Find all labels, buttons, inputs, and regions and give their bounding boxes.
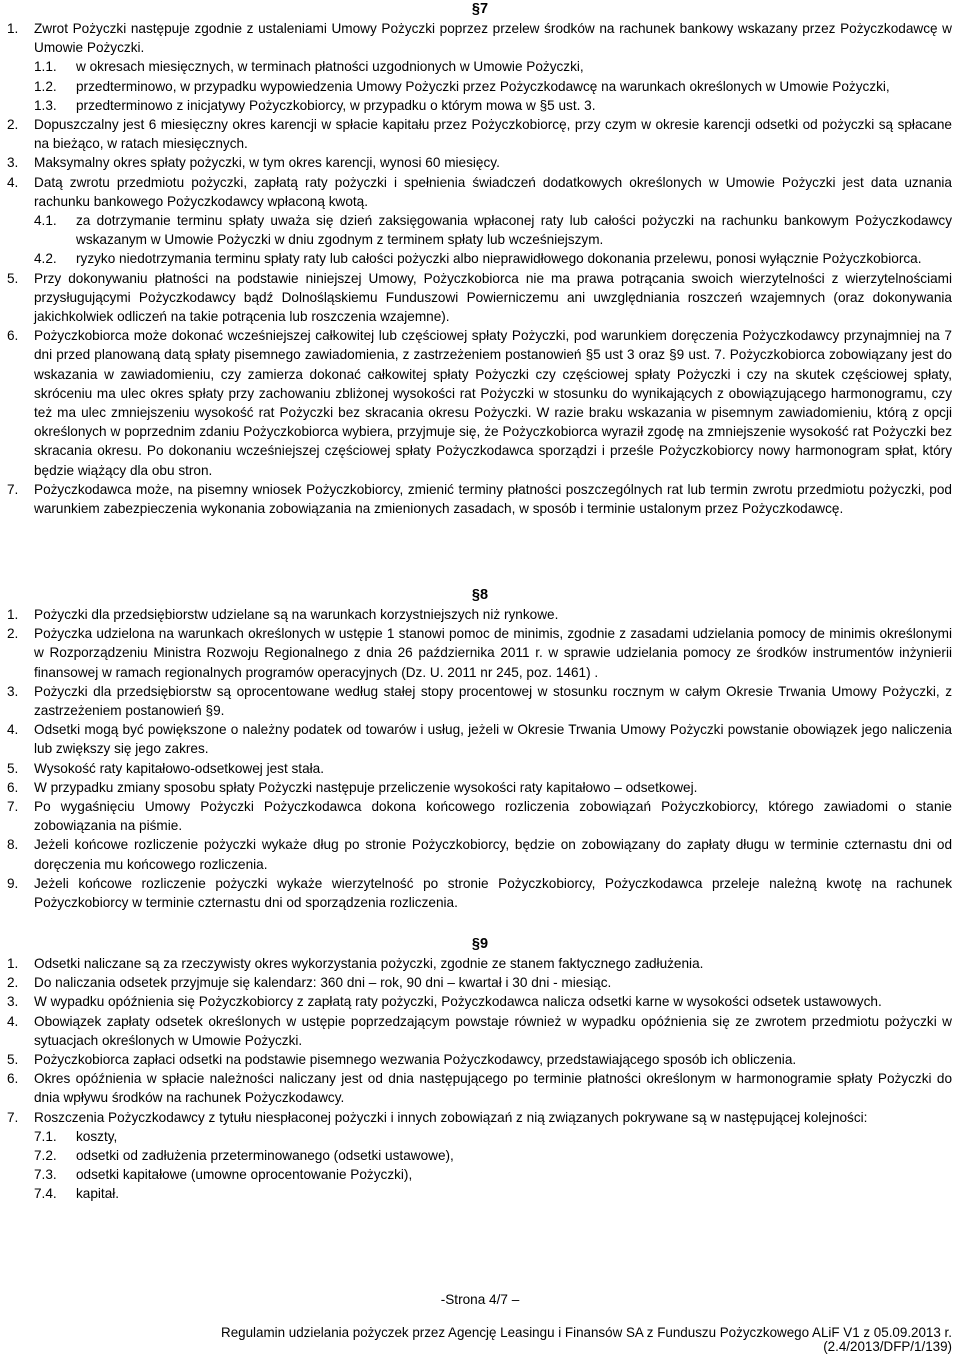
- paragraph-number: 2.: [7, 117, 19, 133]
- paragraph-number: 1.: [7, 956, 19, 971]
- paragraph-text: kapitał.: [76, 1186, 120, 1202]
- paragraph-number: 1.1.: [34, 59, 57, 75]
- paragraph-text: w okresach miesięcznych, w terminach płatności uzgodnionych w Umowie Pożyczki,: [76, 59, 584, 75]
- paragraph-text: Okres opóźnienia w spłacie należności naliczany jest od dnia następującego po terminie płatności określonym w harmonogramie spłaty Pożyczki do dnia wpływu środków na rachunek Pożyczkodawcy.: [34, 1071, 952, 1106]
- section-8: [0, 586, 960, 912]
- paragraph-text: Pożyczki dla przedsiębiorstw udzielane są na warunkach korzystniejszych niż rynkowe.: [34, 607, 559, 622]
- paragraph: [0, 173, 960, 211]
- paragraph-number: 6.: [7, 1071, 19, 1087]
- paragraph: [0, 954, 960, 973]
- paragraph-text: Odsetki naliczane są za rzeczywisty okres wykorzystania pożyczki, zgodnie ze stanem faktycznego zadłużenia.: [34, 956, 704, 971]
- paragraph-text: Odsetki mogą być powiększone o należny podatek od towarów i usług, jeżeli w Okresie Trwania Umowy Pożyczki powstanie obowiązek jego naliczenia lub zwiększy się jego zakres.: [34, 722, 952, 757]
- paragraph-number: 3.: [7, 683, 19, 699]
- subparagraph: [0, 1127, 960, 1146]
- paragraph: [0, 992, 960, 1011]
- paragraph: [0, 835, 960, 873]
- paragraph: [0, 1012, 960, 1050]
- paragraph-text: W wypadku opóźnienia się Pożyczkobiorcy z zapłatą raty pożyczki, Pożyczkodawca nalicza odsetki karne w wysokości odsetek ustawowych.: [34, 994, 882, 1010]
- paragraph-text: Do naliczania odsetek przyjmuje się kalendarz: 360 dni – rok, 90 dni – kwartał i 30 dni - miesiąc.: [34, 975, 612, 991]
- subparagraph: [0, 1184, 960, 1203]
- section-7: [0, 0, 960, 518]
- paragraph-number: 4.2.: [34, 251, 57, 267]
- paragraph-number: 6.: [7, 328, 19, 344]
- paragraph-text: Pożyczka udzielona na warunkach określonych w ustępie 1 stanowi pomoc de minimis, zgodnie z zasadami udzielania pomocy de minimis określonymi w Rozporządzeniu Ministra Rozwoju Regionalnego z dnia 26 października 2011 r. w sprawie udzielania pomocy ze środków instrumentów inżynierii finansowej w ramach regionalnych programów operacyjnych (Dz. U. 2011 nr 245, poz. 1461) .: [34, 626, 952, 680]
- document-code: (2.4/2013/DFP/1/139): [823, 1339, 952, 1354]
- paragraph-text: Pożyczki dla przedsiębiorstw są oprocentowane według stałej stopy procentowej w stosunku rocznym w całym Okresie Trwania Umowy Pożyczki, z zastrzeżeniem postanowień §9.: [34, 683, 952, 719]
- paragraph-number: 1.2.: [34, 78, 57, 94]
- paragraph-number: 4.: [7, 174, 19, 190]
- paragraph-text: przedterminowo, w przypadku wypowiedzenia Umowy Pożyczki przez Pożyczkodawcę na warunkach określonych w Umowie Pożyczki,: [76, 78, 890, 94]
- subparagraph: [0, 1146, 960, 1165]
- paragraph-text: koszty,: [76, 1128, 118, 1144]
- paragraph: [0, 1108, 960, 1127]
- subparagraph: [0, 1165, 960, 1184]
- paragraph-text: Zwrot Pożyczki następuje zgodnie z ustaleniami Umowy Pożyczki poprzez przelew środków na rachunek bankowy wskazany przez Pożyczkodawcę w Umowie Pożyczki.: [34, 21, 952, 56]
- section-title: §8: [471, 587, 489, 603]
- paragraph: [0, 605, 960, 624]
- subparagraph: [0, 77, 960, 96]
- paragraph-text: Roszczenia Pożyczkodawcy z tytułu niespłaconej pożyczki i innych zobowiązań z nią związanych pokrywane są w następującej kolejności:: [34, 1109, 868, 1125]
- paragraph: [0, 624, 960, 682]
- paragraph-number: 9.: [7, 875, 19, 891]
- paragraph: [0, 1050, 960, 1069]
- paragraph-text: Przy dokonywaniu płatności na podstawie niniejszej Umowy, Pożyczkobiorca nie ma prawa potrącania swoich wierzytelności z wierzytelnościami przysługującymi Pożyczkodawcy bądź Dolnośląskiemu Funduszowi Powierniczemu ani uwzględniania roszczeń wzajemnych (oraz dokonywania jakichkolwiek odliczeń na takie potrącenia lub roszczenia wzajemne).: [34, 270, 952, 325]
- paragraph: [0, 480, 960, 518]
- page-number: -Strona 4/7 –: [440, 1292, 520, 1307]
- paragraph-number: 3.: [7, 994, 19, 1010]
- paragraph-text: Pożyczkobiorca może dokonać wcześniejszej całkowitej lub częściowej spłaty Pożyczki, pod warunkiem doręczenia Pożyczkodawcy przynajmniej na 7 dni przed planowaną datą spłaty pisemnego zawiadomienia, z zastrzeżeniem postanowień §5 ust 3 oraz §9 ust. 7. Pożyczkobiorca zobowiązany jest do wskazania w zawiadomieniu, czy zamierza dokonać całkowitej spłaty Pożyczki czy częściowej spłaty Pożyczki i czy na skutek częściowej spłaty, skróceniu ma ulec okres spłaty przy zachowaniu zbliżonej wysokości rat Pożyczki w stosunku do wynikających z obowiązującego harmonogramu, czy też ma ulec zmniejszeniu wysokość rat Pożyczki bez skracania okresu Pożyczki. W razie braku wskazania w pisemnym zawiadomieniu, którą z opcji określonych w poprzednim zdaniu Pożyczkobiorca wybiera, przyjmuje się, że Pożyczkobiorca wyraził zgodę na zmniejszenie wysokość rat Pożyczki bez skracania okresu. Po dokonaniu wcześniejszej częściowej spłaty Pożyczkodawca sporządzi i prześle Pożyczkobiorcy nowy harmonogram spłat, który będzie wiążący dla obu stron.: [34, 328, 952, 478]
- paragraph-text: odsetki od zadłużenia przeterminowanego (odsetki ustawowe),: [76, 1148, 454, 1164]
- paragraph-text: Jeżeli końcowe rozliczenie pożyczki wykaże wierzytelność po stronie Pożyczkobiorcy, Pożyczkodawca przeleje należną kwotę na rachunek Pożyczkobiorcy w terminie czternastu dni od sporządzenia rozliczenia.: [34, 875, 952, 911]
- paragraph-text: przedterminowo z inicjatywy Pożyczkobiorcy, w przypadku o którym mowa w §5 ust. 3.: [76, 97, 596, 113]
- paragraph: [0, 973, 960, 992]
- paragraph: [0, 1069, 960, 1107]
- paragraph-number: 4.: [7, 722, 19, 738]
- paragraph-text: odsetki kapitałowe (umowne oprocentowanie Pożyczki),: [76, 1167, 413, 1183]
- paragraph-number: 7.1.: [34, 1128, 57, 1144]
- paragraph-number: 1.3.: [34, 97, 57, 113]
- section-title: §7: [471, 1, 489, 17]
- paragraph: [0, 759, 960, 778]
- paragraph-text: Pożyczkobiorca zapłaci odsetki na podstawie pisemnego wezwania Pożyczkodawcy, przedstawiającego sposób ich obliczenia.: [34, 1052, 797, 1068]
- paragraph-text: Maksymalny okres spłaty pożyczki, w tym okres karencji, wynosi 60 miesięcy.: [34, 155, 500, 171]
- paragraph: [0, 19, 960, 57]
- paragraph: [0, 153, 960, 172]
- paragraph-number: 7.: [7, 1109, 19, 1125]
- paragraph-text: W przypadku zmiany sposobu spłaty Pożyczki następuje przeliczenie wysokości raty kapitałowo – odsetkowej.: [34, 779, 698, 795]
- subparagraph: [0, 249, 960, 268]
- subparagraph: [0, 57, 960, 76]
- paragraph-number: 7.4.: [34, 1186, 57, 1202]
- paragraph-number: 5.: [7, 760, 19, 776]
- section-9: [0, 935, 960, 1204]
- paragraph-number: 2.: [7, 975, 19, 991]
- paragraph-number: 1.: [7, 21, 19, 36]
- paragraph: [0, 778, 960, 797]
- paragraph-text: Obowiązek zapłaty odsetek określonych w ustępie poprzedzającym powstaje również w wypadku opóźnienia się ze zwrotem przedmiotu pożyczki w sytuacjach określonych w Umowie Pożyczki.: [34, 1013, 952, 1048]
- paragraph-number: 7.: [7, 799, 19, 815]
- paragraph: [0, 326, 960, 480]
- subparagraph: [0, 211, 960, 249]
- paragraph-number: 4.1.: [34, 213, 57, 229]
- paragraph-number: 6.: [7, 779, 19, 795]
- paragraph-text: Dopuszczalny jest 6 miesięczny okres karencji w spłacie kapitału przez Pożyczkobiorcę, przy czym w okresie karencji odsetki od pożyczki są spłacane na bieżąco, w ratach miesięcznych.: [34, 117, 952, 152]
- paragraph-number: 3.: [7, 155, 19, 171]
- paragraph-number: 7.3.: [34, 1167, 57, 1183]
- paragraph-text: Jeżeli końcowe rozliczenie pożyczki wykaże dług po stronie Pożyczkobiorcy, będzie on zobowiązany do zapłaty długu w terminie czternastu dni od doręczenia mu końcowego rozliczenia.: [34, 837, 952, 872]
- paragraph: [0, 682, 960, 720]
- paragraph-text: Datą zwrotu przedmiotu pożyczki, zapłatą raty pożyczki i spełnienia świadczeń dodatkowych określonych w Umowie Pożyczki jest data uznania rachunku bankowego Pożyczkodawcy wpłaconą kwotą.: [34, 174, 952, 209]
- paragraph: [0, 269, 960, 327]
- paragraph-text: za dotrzymanie terminu spłaty uważa się dzień zaksięgowania wpłaconej raty lub całości pożyczki na rachunku bankowym Pożyczkodawcy wskazanym w Umowie Pożyczki w dniu zgodnym z terminem spłaty lub wcześniejszym.: [76, 213, 952, 248]
- paragraph-number: 7.2.: [34, 1148, 57, 1164]
- paragraph: [0, 874, 960, 912]
- paragraph-number: 7.: [7, 481, 19, 497]
- paragraph: [0, 115, 960, 153]
- section-title: §9: [471, 936, 489, 952]
- subparagraph: [0, 96, 960, 115]
- document-footer: Regulamin udzielania pożyczek przez Agencję Leasingu i Finansów SA z Funduszu Pożyczkowego ALiF V1 z 05.09.2013 r.: [221, 1325, 952, 1340]
- paragraph-number: 1.: [7, 607, 19, 622]
- paragraph-text: Pożyczkodawca może, na pisemny wniosek Pożyczkobiorcy, zmienić terminy płatności poszczególnych rat lub termin zwrotu przedmiotu pożyczki, pod warunkiem zabezpieczenia wykonania zobowiązania na zmienionych zasadach, w sposób i terminie ustalonym przez Pożyczkodawcę.: [34, 481, 952, 517]
- paragraph: [0, 720, 960, 758]
- paragraph-number: 2.: [7, 626, 19, 642]
- paragraph-number: 8.: [7, 837, 19, 853]
- paragraph-text: Po wygaśnięciu Umowy Pożyczki Pożyczkodawca dokona końcowego rozliczenia zobowiązań Pożyczkobiorcy, którego zawiadomi o stanie zobowiązania na piśmie.: [34, 799, 952, 834]
- paragraph: [0, 797, 960, 835]
- paragraph-number: 4.: [7, 1013, 19, 1029]
- paragraph-text: Wysokość raty kapitałowo-odsetkowej jest stała.: [34, 760, 324, 776]
- paragraph-number: 5.: [7, 270, 19, 286]
- paragraph-number: 5.: [7, 1052, 19, 1068]
- paragraph-text: ryzyko niedotrzymania terminu spłaty raty lub całości pożyczki albo nieprawidłowego dokonania przelewu, ponosi wyłącznie Pożyczkobiorca.: [76, 251, 922, 267]
